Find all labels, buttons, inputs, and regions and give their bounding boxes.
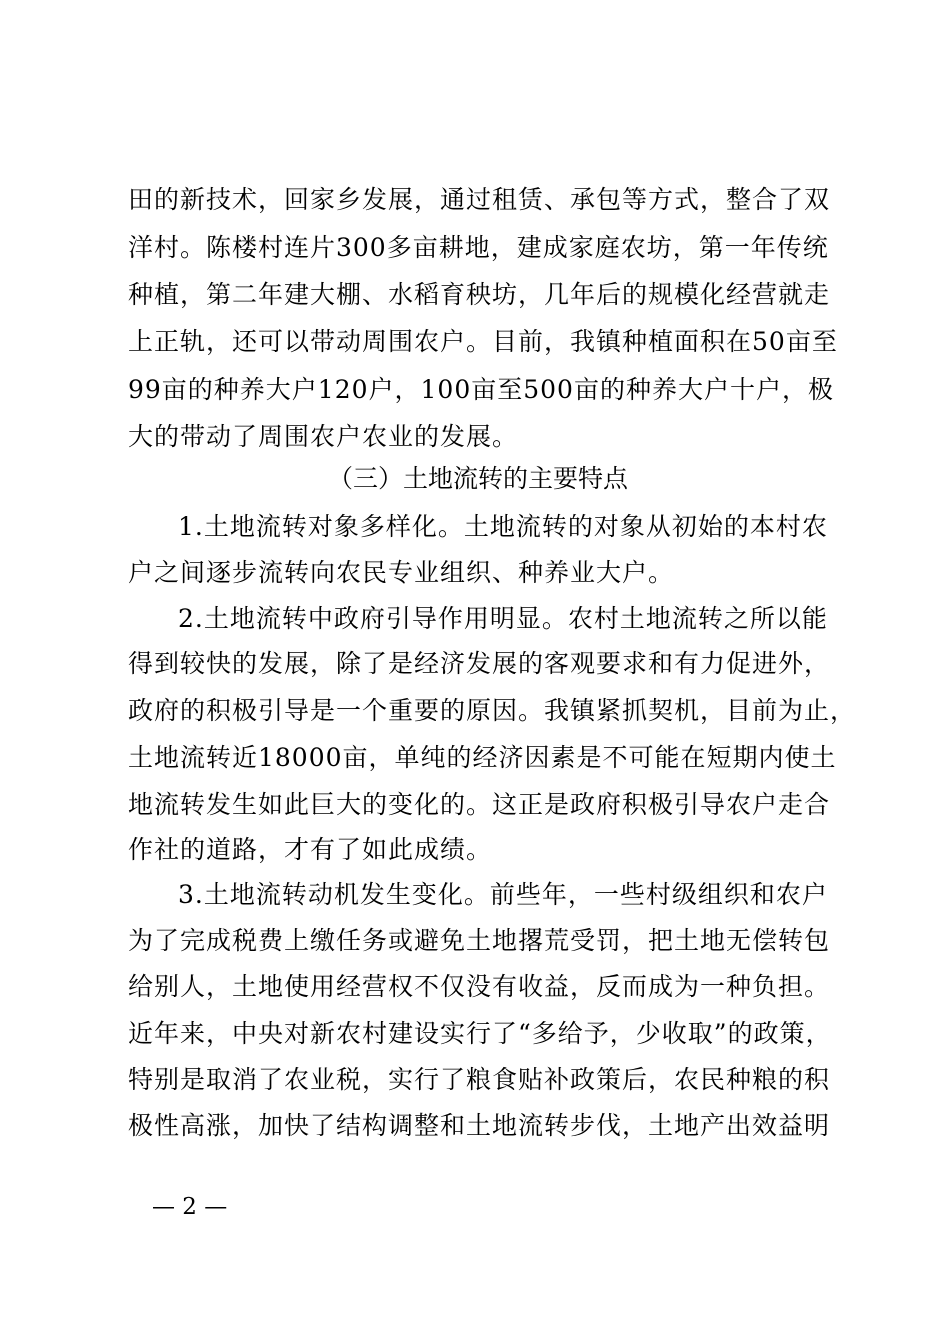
paragraph-line: 地流转发生如此巨大的变化的。这正是政府积极引导农户走合 <box>128 790 831 819</box>
page-number: — 2 — <box>152 1194 228 1220</box>
paragraph-line: 洋村。陈楼村连片300多亩耕地，建成家庭农坊，第一年传统 <box>128 233 829 262</box>
paragraph-line: 上正轨，还可以带动周围农户。目前，我镇种植面积在50亩至 <box>128 327 838 356</box>
paragraph-line: 政府的积极引导是一个重要的原因。我镇紧抓契机，目前为止， <box>128 696 857 725</box>
paragraph-line: 土地流转近18000亩，单纯的经济因素是不可能在短期内使土 <box>128 743 837 772</box>
paragraph-line: 大的带动了周围农户农业的发展。 <box>128 422 519 451</box>
paragraph-line: 给别人，土地使用经营权不仅没有收益，反而成为一种负担。 <box>128 972 831 1001</box>
paragraph-line: 户之间逐步流转向农民专业组织、种养业大户。 <box>128 558 675 587</box>
paragraph-line: 得到较快的发展，除了是经济发展的客观要求和有力促进外， <box>128 649 831 678</box>
paragraph-line: 种植，第二年建大棚、水稻育秧坊，几年后的规模化经营就走 <box>128 280 831 309</box>
paragraph-line: 作社的道路，才有了如此成绩。 <box>128 835 493 864</box>
paragraph-line: 1.土地流转对象多样化。土地流转的对象从初始的本村农 <box>178 512 828 541</box>
paragraph-line: 为了完成税费上缴任务或避免土地撂荒受罚，把土地无偿转包 <box>128 926 831 955</box>
paragraph-line: 2.土地流转中政府引导作用明显。农村土地流转之所以能 <box>178 604 828 633</box>
paragraph-line: 田的新技术，回家乡发展，通过租赁、承包等方式，整合了双 <box>128 185 831 214</box>
paragraph-line: 极性高涨，加快了结构调整和土地流转步伐，土地产出效益明 <box>128 1111 831 1140</box>
paragraph-line: 近年来，中央对新农村建设实行了“多给予，少收取”的政策， <box>128 1019 832 1048</box>
section-heading: （三）土地流转的主要特点 <box>327 464 628 493</box>
paragraph-line: 特别是取消了农业税，实行了粮食贴补政策后，农民种粮的积 <box>128 1065 831 1094</box>
paragraph-line: 3.土地流转动机发生变化。前些年，一些村级组织和农户 <box>178 880 828 909</box>
paragraph-line: 99亩的种养大户120户，100亩至500亩的种养大户十户，极 <box>128 375 834 404</box>
